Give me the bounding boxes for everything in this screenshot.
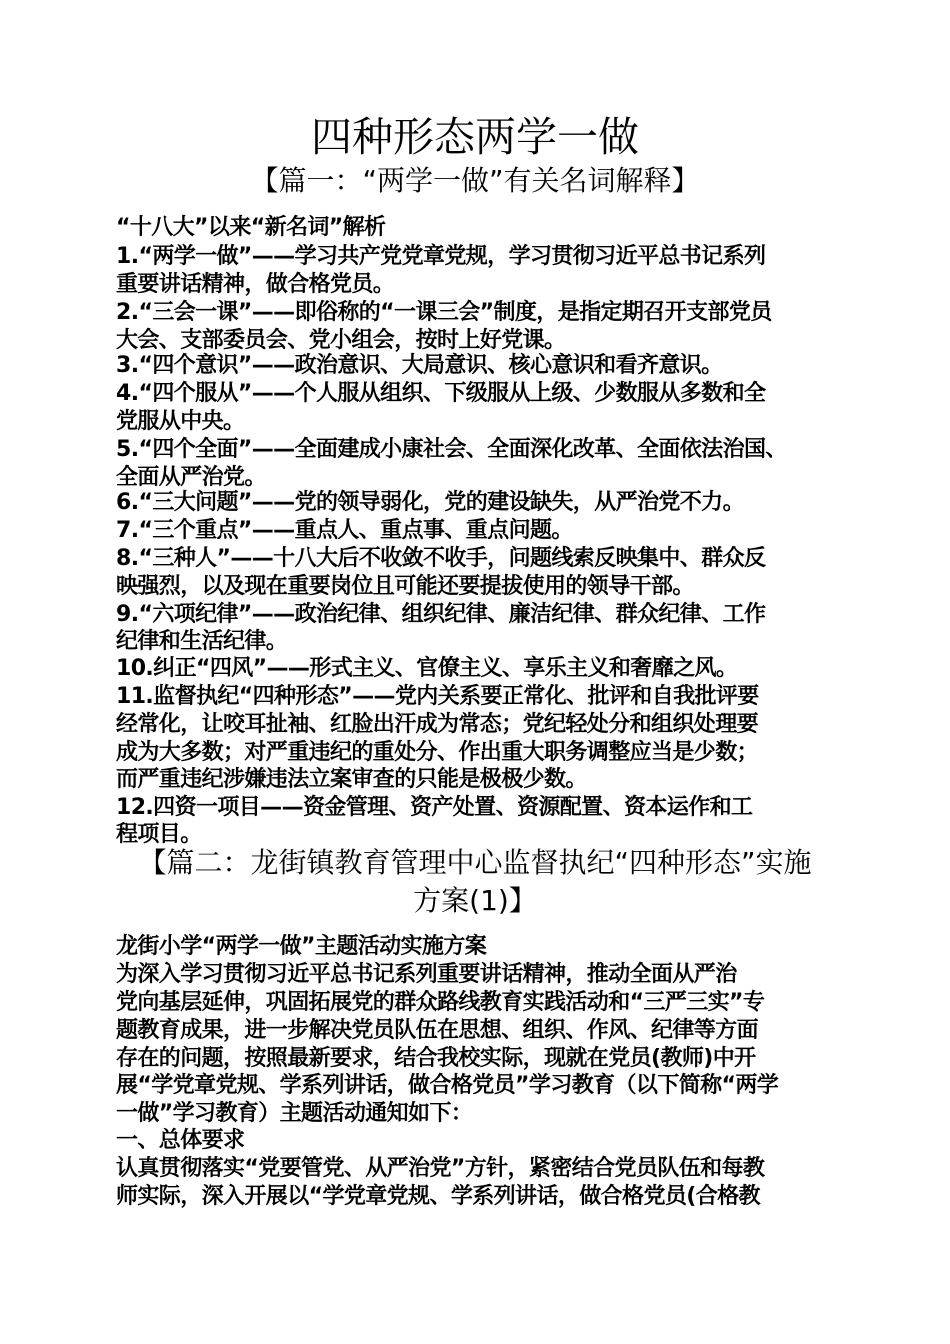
section1-heading: 【篇一：“两学一做”有关名词解释】 <box>250 164 700 197</box>
section1-line: 6.“三大问题”——党的领导弱化，党的建设缺失，从严治党不力。 <box>116 490 744 515</box>
section1-line: 8.“三种人”——十八大后不收敛不收手，问题线索反映集中、群众反 <box>116 546 766 571</box>
section1-line: 大会、支部委员会、党小组会，按时上好党课。 <box>116 328 566 353</box>
section2-line: 师实际，深入开展以“学党章党规、学系列讲话，做合格党员(合格教 <box>116 1184 760 1209</box>
section1-line: 经常化，让咬耳扯袖、红脸出汗成为常态；党纪轻处分和组织处理要 <box>116 712 759 737</box>
section1-line: 4.“四个服从”——个人服从组织、下级服从上级、少数服从多数和全 <box>116 381 766 406</box>
section1-line: 12.四资一项目——资金管理、资产处置、资源配置、资本运作和工 <box>116 795 753 820</box>
section2-line: 展“学党章党规、学系列讲话，做合格党员”学习教育（以下简称“两学 <box>116 1073 779 1098</box>
section1-line: 全面从严治党。 <box>116 465 266 490</box>
section2-line: 龙街小学“两学一做”主题活动实施方案 <box>116 934 487 959</box>
section1-line: 5.“四个全面”——全面建成小康社会、全面深化改革、全面依法治国、 <box>116 437 787 462</box>
section1-line: 重要讲话精神，做合格党员。 <box>116 272 395 297</box>
section1-line: 3.“四个意识”——政治意识、大局意识、核心意识和看齐意识。 <box>116 353 723 378</box>
section2-heading-line2: 方案(1)】 <box>413 884 537 917</box>
section1-line: 2.“三会一课”——即俗称的“一课三会”制度，是指定期召开支部党员 <box>116 300 772 325</box>
section1-line: 1.“两学一做”——学习共产党党章党规，学习贯彻习近平总书记系列 <box>116 244 766 269</box>
section2-line: 存在的问题，按照最新要求，结合我校实际，现就在党员(教师)中开 <box>116 1046 756 1071</box>
section2-line: 题教育成果，进一步解决党员队伍在思想、组织、作风、纪律等方面 <box>116 1018 759 1043</box>
section1-line: 成为大多数；对严重违纪的重处分、作出重大职务调整应当是少数； <box>116 740 759 765</box>
section1-line: 映强烈，以及现在重要岗位且可能还要提拔使用的领导干部。 <box>116 574 694 599</box>
section1-line: 而严重违纪涉嫌违法立案审查的只能是极极少数。 <box>116 767 587 792</box>
section2-line: 党向基层延伸，巩固拓展党的群众路线教育实践活动和“三严三实”专 <box>116 990 765 1015</box>
section1-line: 11.监督执纪“四种形态”——党内关系要正常化、批评和自我批评要 <box>116 684 759 709</box>
section1-line: 党服从中央。 <box>116 409 245 434</box>
section1-line: 9.“六项纪律”——政治纪律、组织纪律、廉洁纪律、群众纪律、工作 <box>116 602 766 627</box>
section1-line: “十八大”以来“新名词”解析 <box>116 215 386 240</box>
section2-heading-line1: 【篇二：龙街镇教育管理中心监督执纪“四种形态”实施 <box>138 846 812 879</box>
section2-line: 一、总体要求 <box>116 1128 245 1153</box>
section2-line: 认真贯彻落实“党要管党、从严治党”方针，紧密结合党员队伍和每教 <box>116 1156 765 1181</box>
document-title: 四种形态两学一做 <box>311 113 639 161</box>
section2-line: 为深入学习贯彻习近平总书记系列重要讲话精神，推动全面从严治 <box>116 962 737 987</box>
section1-line: 程项目。 <box>116 822 202 847</box>
section2-line: 一做”学习教育）主题活动通知如下： <box>116 1101 473 1126</box>
section1-line: 10.纠正“四风”——形式主义、官僚主义、享乐主义和奢靡之风。 <box>116 656 738 681</box>
section1-line: 纪律和生活纪律。 <box>116 629 288 654</box>
section1-line: 7.“三个重点”——重点人、重点事、重点问题。 <box>116 518 573 543</box>
